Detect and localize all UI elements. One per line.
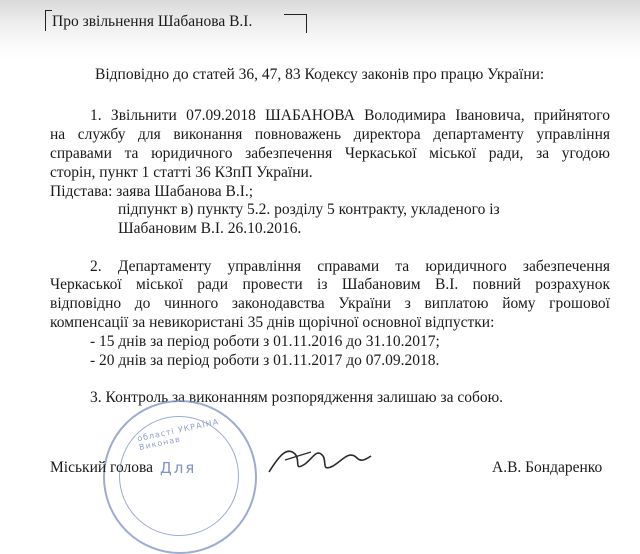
stamp-word: Для: [160, 459, 197, 477]
basis-label: Підстава: заява Шабанова В.І.;: [50, 183, 254, 200]
basis-line-1: підпункт в) пункту 5.2. розділу 5 контракту, укладеного із: [118, 201, 500, 218]
left-bracket: [45, 10, 52, 31]
item2-line-2: Черкаської міської ради провести із Шабановим В.І. повний розрахунок: [50, 276, 610, 293]
item1-line-3: справами та юридичного забезпечення Черкаської міської ради, за угодою: [50, 145, 610, 162]
item3: 3. Контроль за виконанням розпорядження залишаю за собою.: [90, 389, 504, 406]
item2-line-3: відповідно до чинного законодавства України з виплатою йому грошової: [50, 295, 610, 312]
item1-line-2: на службу для виконання повноважень директора департаменту управління: [50, 126, 610, 143]
item2-line-1: 2. Департаменту управління справами та юридичного забезпечення: [90, 258, 610, 275]
signatory-name: А.В. Бондаренко: [492, 459, 603, 476]
signature-scribble: [265, 438, 375, 478]
preamble: Відповідно до статей 36, 47, 83 Кодексу законів про працю України:: [95, 66, 545, 83]
item1-line-1: 1. Звільнити 07.09.2018 ШАБАНОВА Володимира Івановича, прийнятого: [90, 107, 610, 124]
item2-line-4: компенсації за невикористані 35 днів щорічної основної відпустки:: [50, 314, 495, 331]
basis-line-2: Шабановим В.І. 26.10.2016.: [118, 220, 302, 237]
period-2: - 20 днів за період роботи з 01.11.2017 до 07.09.2018.: [90, 352, 440, 369]
official-stamp: [103, 400, 257, 554]
item1-line-4: сторін, пункт 1 статті 36 КЗпП України.: [50, 164, 313, 181]
right-bracket: [284, 14, 307, 33]
stamp-arc-text: області УКРАЇНА Виконав: [136, 417, 220, 453]
signatory-title: Міський голова: [50, 459, 154, 476]
subject-title: Про звільнення Шабанова В.І.: [52, 13, 253, 30]
period-1: - 15 днів за період роботи з 01.11.2016 до 31.10.2017;: [90, 333, 440, 350]
